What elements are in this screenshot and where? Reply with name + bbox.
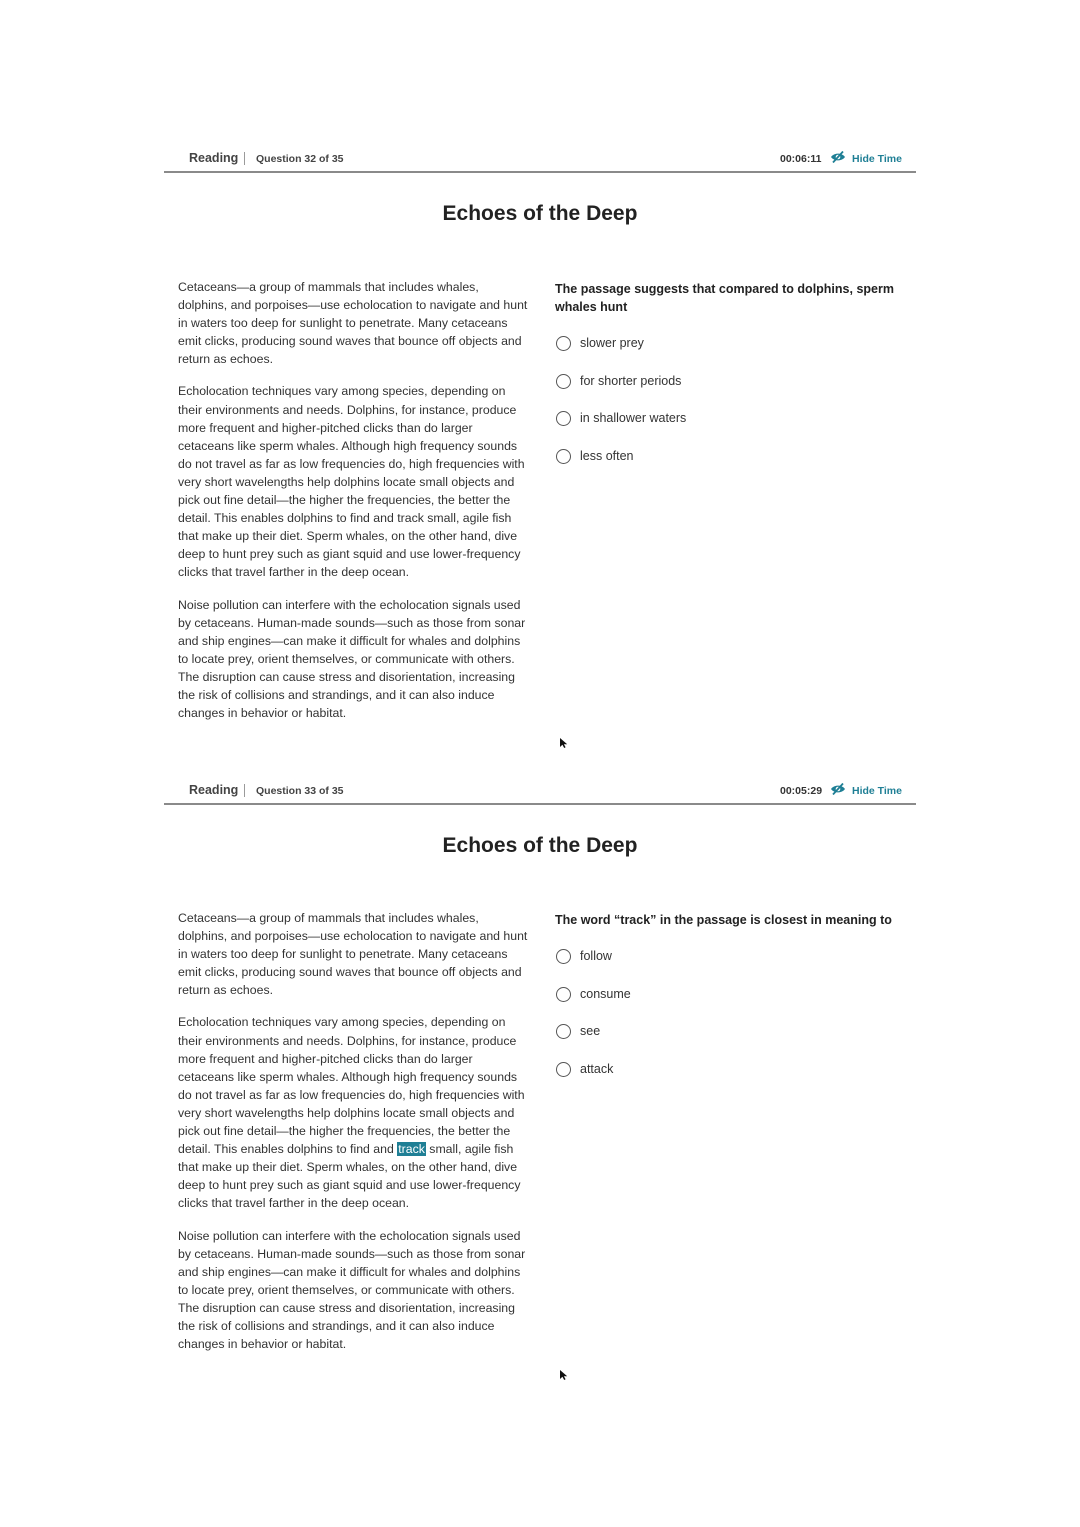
exam-screen-question-32 [164,140,916,752]
passage-text: small, agile fish that make up their diet. Sperm whales, on the other hand, dive deep to hunt prey such as giant squid and use lower-frequency clicks that travel farther in the deep ocean. [178,1142,521,1211]
radio-button[interactable] [556,374,571,389]
top-bar [164,140,916,173]
mouse-cursor-icon [560,1370,568,1380]
passage-title: Echoes of the Deep [442,202,638,225]
passage-paragraph: Cetaceans—a group of mammals that includes whales, dolphins, and porpoises—use echolocation to navigate and hunt in waters too deep for sunlight to penetrate. Many cetaceans emit clicks, producing sound waves that bounce off objects and return as echoes. [178,911,528,998]
passage-paragraph: Noise pollution can interfere with the echolocation signals used by cetaceans. Human-made sounds—such as those from sonar and ship engines—can make it difficult for whales and dolphins to locate prey, orient themselves, or communicate with others. The disruption can cause stress and disorientation, increasing the risk of collisions and strandings, and it can also induce changes in behavior or habitat. [178,1228,526,1352]
hide-time-button[interactable]: Hide Time [852,153,902,165]
hide-time-button[interactable]: Hide Time [852,785,902,797]
eye-slash-icon[interactable] [830,151,846,163]
radio-button[interactable] [556,336,571,351]
answer-options [556,334,876,484]
question-prompt: The word “track” in the passage is closest in meaning to [555,913,892,927]
reading-passage [178,909,530,1367]
passage-title: Echoes of the Deep [442,834,638,857]
divider [244,152,245,165]
answer-option[interactable] [556,334,876,372]
passage-paragraph: Noise pollution can interfere with the echolocation signals used by cetaceans. Human-made sounds—such as those from sonar and ship engines—can make it difficult for whales and dolphins to locate prey, orient themselves, or communicate with others. The disruption can cause stress and disorientation, increasing the risk of collisions and strandings, and it can also induce changes in behavior or habitat. [178,597,526,721]
answer-option[interactable] [556,372,876,410]
timer: 00:05:29 [780,785,823,797]
exam-screen-question-33 [164,772,916,1377]
passage-paragraph: Cetaceans—a group of mammals that includes whales, dolphins, and porpoises—use echolocation to navigate and hunt in waters too deep for sunlight to penetrate. Many cetaceans emit clicks, producing sound waves that bounce off objects and return as echoes. [178,280,528,367]
answer-option[interactable] [556,1060,876,1098]
option-label: see [580,1024,601,1039]
question-prompt: The passage suggests that compared to dolphins, sperm whales hunt [555,282,894,314]
top-bar [164,772,916,805]
radio-button[interactable] [556,449,571,464]
option-label: attack [580,1061,614,1076]
answer-options [556,947,876,1097]
answer-option[interactable] [556,447,876,485]
option-label: follow [580,949,612,963]
passage-paragraph [178,1013,530,1212]
answer-option[interactable] [556,409,876,447]
question-counter: Question 33 of 35 [256,785,344,797]
radio-button[interactable] [556,411,571,426]
answer-option[interactable] [556,985,876,1023]
option-label: for shorter periods [580,373,682,388]
passage-paragraph: Echolocation techniques vary among species, depending on their environments and needs. Dolphins, for instance, produce more frequent and higher-pitched clicks than do larger cetaceans like sperm whales. Although high frequency sounds do not travel as far as low frequencies do, high frequencies with very short wavelengths help dolphins locate small objects and pick out fine detail—the higher the frequencies, the better the detail. This enables dolphins to find and track small, agile fish that make up their diet. Sperm whales, on the other hand, dive deep to hunt prey such as giant squid and use lower-frequency clicks that travel farther in the deep ocean. [178,384,525,580]
answer-option[interactable] [556,1022,876,1060]
divider [244,784,245,797]
option-label: in shallower waters [580,411,687,426]
radio-button[interactable] [556,1024,571,1039]
passage-text: Echolocation techniques vary among species, depending on their environments and needs. Dolphins, for instance, produce more frequent and higher-pitched clicks than do larger cetaceans like sperm whales. Although high frequency sounds do not travel as far as low frequencies do, high frequencies with very short wavelengths help dolphins locate small objects and pick out fine detail—the higher the frequencies, the better the detail. This enables dolphins to find and [178,1015,525,1157]
timer: 00:06:11 [780,153,822,165]
answer-option[interactable] [556,947,876,985]
option-label: consume [580,986,631,1001]
radio-button[interactable] [556,949,571,964]
radio-button[interactable] [556,987,571,1002]
section-label: Reading [189,783,239,797]
highlighted-word: track [398,1142,425,1157]
section-label: Reading [189,151,239,165]
option-label: slower prey [580,336,644,350]
eye-slash-icon[interactable] [830,783,846,795]
option-label: less often [580,448,634,463]
radio-button[interactable] [556,1062,571,1077]
reading-passage [178,278,530,736]
question-counter: Question 32 of 35 [256,153,344,165]
mouse-cursor-icon [560,738,568,748]
